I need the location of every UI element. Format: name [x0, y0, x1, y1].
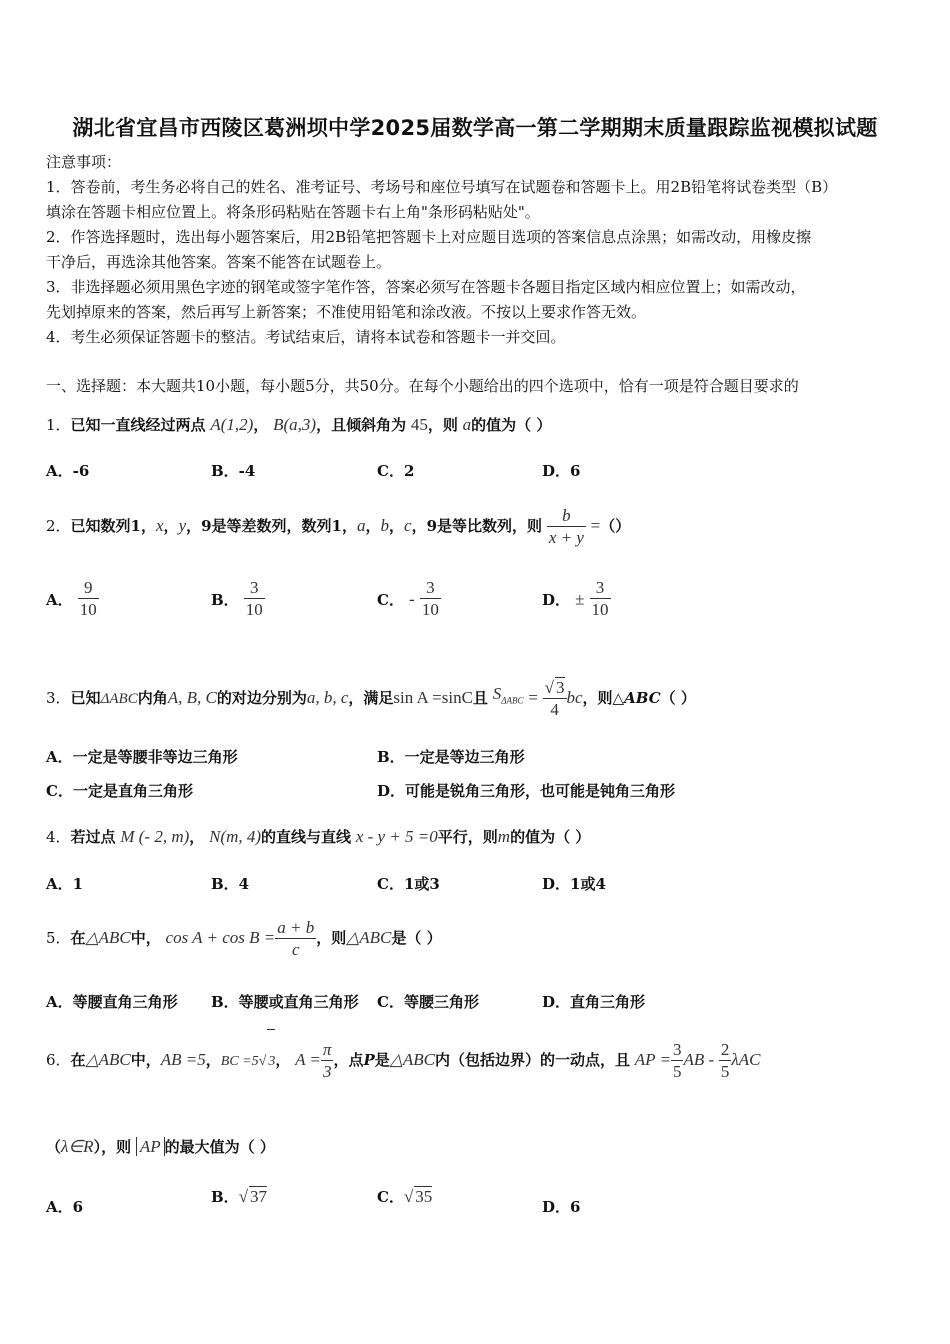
math-angle: 45 — [410, 415, 428, 434]
section-heading: 一、选择题：本大题共10小题，每小题5分，共50分。在每个小题给出的四个选项中，恰有一项是符合题目要求的 — [46, 377, 799, 395]
question-number: 2． — [46, 517, 71, 535]
q4-option-c[interactable]: C．1或3 — [377, 875, 440, 893]
q3-option-a[interactable]: A．一定是等腰非等边三角形 — [46, 748, 238, 766]
q5-option-a[interactable]: A．等腰直角三角形 — [46, 993, 178, 1011]
question-number: 6． — [46, 1051, 71, 1069]
question-6: 6．在△ABC中，AB =5，BC =5√ 3， A = $\frac{\pi}{3}$ ，点P是△ABC内（包括边界）的一动点，且 AP = $\frac{3}{5}$ AB - $\frac{2}{5}$ λAC — [46, 1028, 761, 1094]
notice-item-3b: 先划掉原来的答案，然后再写上新答案；不准使用铅笔和涂改液。不按以上要求作答无效。 — [46, 303, 647, 321]
q1-option-d[interactable]: D．6 — [542, 462, 581, 480]
fraction: $\frac{3}{5}$ — [672, 1039, 682, 1081]
q1-option-b[interactable]: B．-4 — [211, 462, 256, 480]
q6-option-d[interactable]: D．6 — [542, 1198, 581, 1216]
fraction: $\frac{2}{5}$ — [720, 1039, 730, 1081]
fraction: $\frac{3}{10}$ — [245, 578, 263, 619]
q3-option-b[interactable]: B．一定是等边三角形 — [377, 748, 525, 766]
q5-option-b[interactable]: B．等腰或直角三角形 — [211, 993, 359, 1011]
fraction: $\frac{3}{10}$ — [591, 578, 609, 619]
abs-value: AP — [136, 1137, 165, 1156]
question-number: 1． — [46, 416, 71, 434]
notice-item-1b: 填涂在答题卡相应位置上。将条形码粘贴在答题卡右上角"条形码粘贴处"。 — [46, 203, 540, 221]
fraction: $\frac{√ 3}{4}$ — [544, 678, 565, 719]
question-4: 4．若过点 M (- 2, m)， N(m, 4)的直线与直线 x - y + 5 =0平行，则m的值为（ ） — [46, 827, 591, 846]
q6-option-a[interactable]: A．6 — [46, 1198, 84, 1216]
q4-option-b[interactable]: B．4 — [211, 875, 250, 893]
q1-option-a[interactable]: A．-6 — [46, 462, 90, 480]
q6-option-c[interactable]: C．√ 35 — [377, 1187, 433, 1206]
notice-item-3a: 3．非选择题必须用黑色字迹的钢笔或签字笔作答，答案必须写在答题卡各题目指定区域内相应位置上；如需改动， — [46, 278, 806, 296]
q4-option-d[interactable]: D．1或4 — [542, 875, 606, 893]
fraction: $\frac{9}{10}$ — [79, 578, 97, 619]
notice-item-2a: 2．作答选择题时，选出每小题答案后，用2B铅笔把答题卡上对应题目选项的答案信息点涂黑；如需改动，用橡皮擦 — [46, 228, 812, 246]
question-5: 5．在△ABC中， cos A + cos B = $\frac{a + b}{c}$ ，则△ABC是（ ） — [46, 917, 442, 959]
fraction: $\frac{\pi}{3}$ — [322, 1039, 332, 1081]
notice-item-2b: 干净后，再选涂其他答案。答案不能答在试题卷上。 — [46, 253, 392, 271]
question-number: 4． — [46, 828, 71, 846]
q3-option-d[interactable]: D．可能是锐角三角形，也可能是钝角三角形 — [377, 782, 676, 800]
q1-option-c[interactable]: C．2 — [377, 462, 415, 480]
q5-option-d[interactable]: D．直角三角形 — [542, 993, 646, 1011]
q2-option-d[interactable]: D． ± $\frac{3}{10}$ — [542, 578, 609, 619]
notice-item-4: 4．考生必须保证答题卡的整洁。考试结束后，请将本试卷和答题卡一并交回。 — [46, 328, 566, 346]
question-6-cont: （λ∈R），则 AP 的最大值为（ ） — [46, 1137, 275, 1156]
q4-option-a[interactable]: A．1 — [46, 875, 84, 893]
fraction: $\frac{a + b}{c}$ — [277, 917, 315, 959]
fraction: $\frac{3}{10}$ — [421, 578, 439, 619]
math-point-b: B(a,3) — [273, 415, 317, 434]
q2-option-b[interactable]: B． $\frac{3}{10}$ — [211, 578, 263, 619]
fraction: $\frac{b}{x + y}$ — [548, 505, 584, 547]
q6-option-b[interactable]: B．√ 37 — [211, 1187, 268, 1206]
q2-option-c[interactable]: C． - $\frac{3}{10}$ — [377, 578, 439, 619]
question-1: 1．已知一直线经过两点 A(1,2)， B(a,3)，且倾斜角为 45，则 a的值为（ ） — [46, 415, 552, 434]
q3-option-c[interactable]: C．一定是直角三角形 — [46, 782, 193, 800]
question-3: 3．已知ΔABC内角A, B, C的对边分别为a, b, c，满足sin A =sinC且 $S_{\Delta ABC}$ = $\frac{√ 3}{4}$ bc，则△ABC（ ） — [46, 678, 696, 719]
q5-option-c[interactable]: C．等腰三角形 — [377, 993, 479, 1011]
q2-option-a[interactable]: A． $\frac{9}{10}$ — [46, 578, 97, 619]
page-title: 湖北省宜昌市西陵区葛洲坝中学2025届数学高一第二学期期末质量跟踪监视模拟试题 — [72, 116, 878, 140]
question-number: 5． — [46, 929, 71, 947]
notice-item-1a: 1．答卷前，考生务必将自己的姓名、准考证号、考场号和座位号填写在试题卷和答题卡上。用2B铅笔将试卷类型（B） — [46, 178, 838, 196]
question-2: 2．已知数列1，x，y，9是等差数列，数列1，a，b，c，9是等比数列，则 $\frac{b}{x + y}$ =（） — [46, 505, 631, 547]
math-point-a: A(1,2) — [210, 415, 254, 434]
notice-heading: 注意事项： — [46, 153, 122, 171]
question-number: 3． — [46, 689, 71, 707]
